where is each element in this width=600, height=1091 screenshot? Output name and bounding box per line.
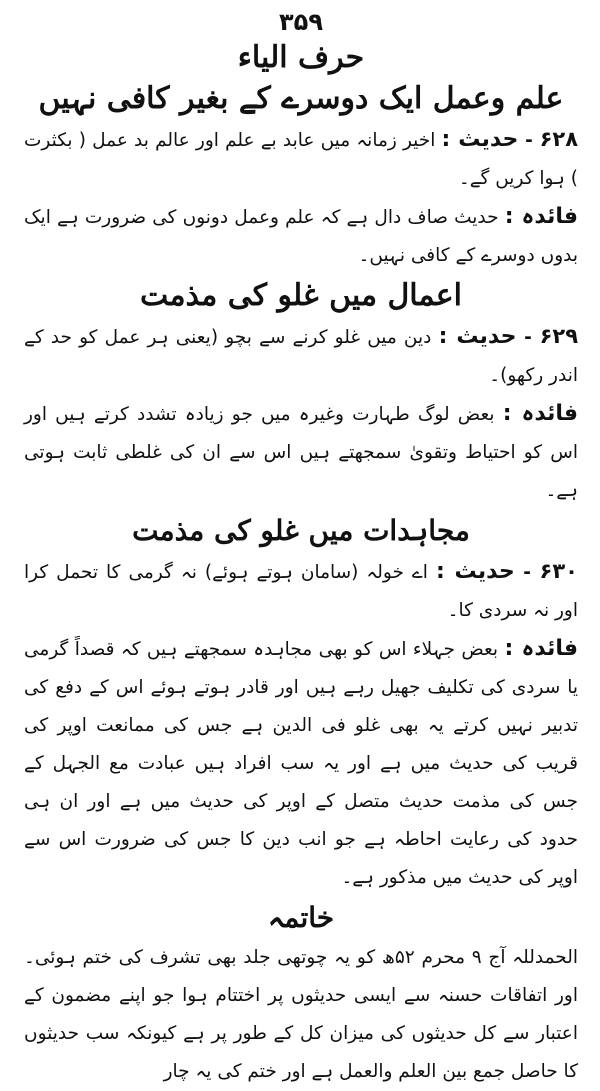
hadith-paragraph: ۶۲۸ - حدیث : اخیر زمانہ میں عابد بے علم اور عالم بد عمل ( بکثرت ) ہوا کریں گے۔ — [24, 127, 579, 189]
conclusion-section — [24, 897, 578, 1091]
benefit-label: فائدہ : — [502, 401, 578, 426]
benefit-label: فائدہ : — [504, 636, 578, 661]
section-title: علم وعمل ایک دوسرے کے بغیر کافی نہیں — [38, 81, 564, 116]
hadith-number: ۶۲۹ — [539, 324, 579, 348]
hadith-text: اخیر زمانہ میں عابد بے علم اور عالم بد عمل ( بکثرت ) ہوا کریں گے۔ — [24, 130, 578, 189]
benefit-paragraph — [24, 198, 578, 275]
section-3 — [24, 510, 578, 897]
section-2 — [24, 275, 578, 510]
benefit-text: بعض لوگ طہارت وغیرہ میں جو زیادہ تشدد کرتے ہیں اور اس کو احتیاط وتقویٰ سمجھتے ہیں اس سے ان کی غلطی ثابت ہوتی ہے۔ — [24, 404, 578, 501]
hadith-paragraph: ۶۲۹ - حدیث : دین میں غلو کرنے سے بچو (یعنی ہر عمل کو حد کے اندر رکھو)۔ — [24, 324, 579, 386]
hadith-paragraph: ۶۳۰ - حدیث : اے خولہ (سامان ہوتے ہوئے) نہ گرمی کا تحمل کرا اور نہ سردی کا۔ — [24, 559, 578, 621]
hadith-text: دین میں غلو کرنے سے بچو (یعنی ہر عمل کو حد کے اندر رکھو)۔ — [24, 327, 578, 386]
hadith-text: اے خولہ (سامان ہوتے ہوئے) نہ گرمی کا تحمل کرا اور نہ سردی کا۔ — [24, 562, 578, 621]
hadith-number: ۶۳۰ — [539, 559, 578, 583]
benefit-text: بعض جہلاء اس کو بھی مجاہدہ سمجھتے ہیں کہ قصداً گرمی یا سردی کی تکلیف جھیل رہے ہیں اور قادر ہوتے ہوئے اس کے دفع کی تدبیر نہیں کرتے یہ بھی غلو فی الدین ہے جس کی ممانعت اوپر کی قریب کی حدیث میں ہے اور یہ سب افراد ہیں عبادت مع الجہل کے جس کی مذمت حدیث متصل کے اوپر کی حدیث میں ہے اور ان ہی حدود کی رعایت احاطہ ہے جو انب دین کا جس کی ضرورت اس سے اوپر کی حدیث میں مذکور ہے۔ — [24, 639, 578, 888]
conclusion-text: الحمدللہ آج ۹ محرم ۵۲ھ کو یہ چوتھی جلد بھی تشرف کی ختم ہوئی۔ اور اتفاقات حسنہ سے ایسی حدیثوں پر اختتام ہوا جو اپنے مضمون کے اعتبار سے کل حدیثوں کی میزان کل کے طور پر ہے کیونکہ سب حدیثوں کا حاصل جمع بین العلم والعمل ہے اور ختم کی یہ چار — [24, 947, 578, 1082]
benefit-paragraph — [24, 630, 578, 897]
hadith-label: حدیث : — [441, 127, 519, 152]
conclusion-title: خاتمہ — [267, 901, 335, 934]
benefit-paragraph — [24, 395, 578, 510]
section-title: اعمال میں غلو کی مذمت — [139, 278, 462, 313]
benefit-label: فائدہ : — [504, 204, 579, 229]
hadith-number: ۶۲۸ — [539, 127, 579, 151]
page-number: ۳۵۹ — [279, 8, 323, 36]
chapter-title: حرف الیاء — [237, 40, 365, 75]
hadith-label: حدیث : — [435, 559, 515, 584]
benefit-text: حدیث صاف دال ہے کہ علم وعمل دونوں کی ضرورت ہے ایک بدوں دوسرے کے کافی نہیں۔ — [24, 207, 578, 266]
hadith-label: حدیث : — [438, 324, 517, 349]
section-1 — [24, 78, 578, 275]
section-title: مجاہدات میں غلو کی مذمت — [132, 514, 470, 547]
